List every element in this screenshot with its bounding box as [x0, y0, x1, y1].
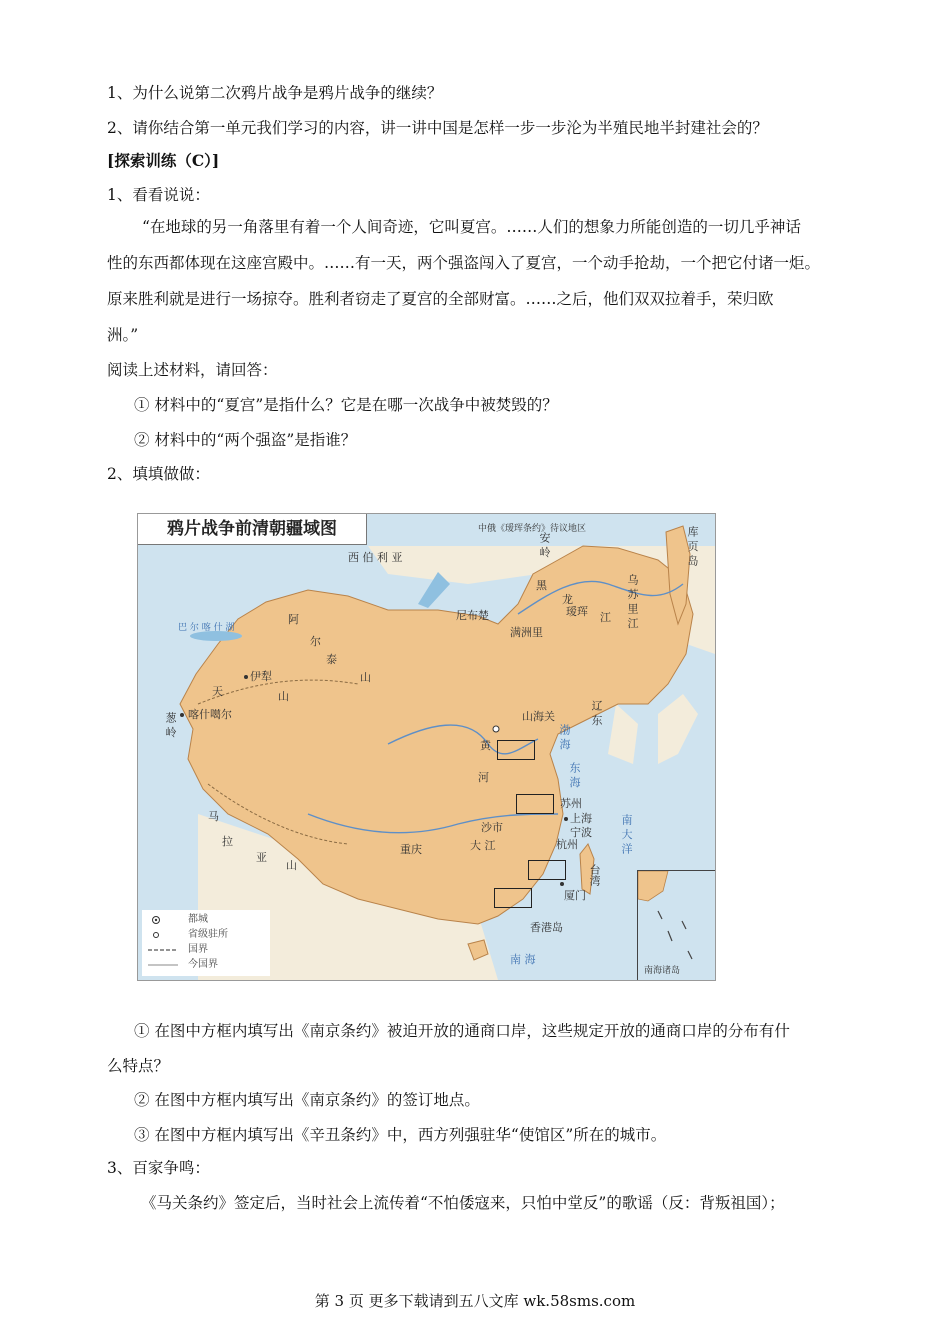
legend-capital [148, 914, 208, 926]
label-heilong-1: 黑 [536, 579, 547, 592]
map-question-1-line-1: ① 在图中方框内填写出《南京条约》被迫开放的通商口岸，这些规定开放的通商口岸的分布有什 [134, 1022, 790, 1040]
capital-dot [493, 726, 499, 732]
label-hangzhou: 杭州 [556, 838, 578, 851]
item-1-title: 1、看看说说： [107, 186, 210, 204]
label-altai-3: 泰 [326, 653, 337, 666]
label-ningbo: 宁波 [570, 826, 592, 839]
label-shanhaiguan: 山海关 [522, 710, 555, 723]
question-2: 2、请你结合第一单元我们学习的内容，讲一讲中国是怎样一步一步沦为半殖民地半封建社会的？ [107, 119, 768, 137]
label-xiamen: 厦门 [564, 889, 586, 902]
label-tianshan-2: 山 [278, 690, 289, 703]
label-balkhash: 巴 尔 喀 什 湖 [178, 623, 235, 633]
yili-dot [244, 675, 248, 679]
label-chongqing: 重庆 [400, 843, 422, 856]
legend-today-border-label: 今国界 [188, 959, 218, 970]
label-himalaya-2: 拉 [222, 835, 233, 848]
label-yili: 伊犁 [250, 670, 272, 683]
label-altai-2: 尔 [310, 635, 321, 648]
map-question-1-line-2: 么特点？ [107, 1057, 170, 1075]
label-river-jiang: 大 江 [470, 839, 496, 852]
south-sea-inset [637, 870, 715, 980]
label-hongkong: 香港岛 [530, 921, 563, 934]
label-kashgar: 喀什噶尔 [188, 708, 232, 721]
qing-territory-map [137, 513, 716, 981]
label-manzhouli: 满洲里 [510, 626, 543, 639]
label-wusuli: 乌 苏 里 江 [626, 574, 639, 629]
item-3-text: 《马关条约》签定后，当时社会上流传着“不怕倭寇来，只怕中堂反”的歌谣（反：背叛祖国）； [141, 1194, 785, 1212]
label-siberia: 西 伯 利 亚 [348, 551, 403, 564]
label-himalaya-3: 亚 [256, 851, 267, 864]
label-east-sea: 东 海 [568, 762, 581, 788]
map-question-3: ③ 在图中方框内填写出《辛丑条约》中，西方列强驻华“使馆区”所在的城市。 [134, 1126, 667, 1144]
question-1: 1、为什么说第二次鸦片战争是鸦片战争的继续？ [107, 84, 443, 102]
capital-symbol-icon [148, 914, 178, 926]
answer-box-3[interactable] [528, 860, 566, 880]
passage-line-4: 洲。” [107, 326, 139, 344]
legend-provincial-label: 省级驻所 [188, 929, 228, 940]
inset-caption: 南海诸岛 [644, 966, 681, 976]
sub-question-2: ② 材料中的“两个强盗”是指谁？ [134, 431, 357, 449]
xiamen-dot [560, 882, 564, 886]
label-shashi: 沙市 [481, 821, 503, 834]
label-south-ocean: 南 大 洋 [620, 814, 633, 854]
item-3-title: 3、百家争鸣： [107, 1159, 210, 1177]
label-south-sea: 南 海 [510, 953, 536, 966]
label-heilong-3: 江 [600, 611, 611, 624]
map-question-2: ② 在图中方框内填写出《南京条约》的签订地点。 [134, 1091, 480, 1109]
legend-capital-label: 都城 [188, 914, 208, 925]
kashgar-dot [180, 713, 184, 717]
label-tianshan-1: 天 [212, 685, 223, 698]
label-river-he: 河 [478, 771, 489, 784]
answer-box-1[interactable] [497, 740, 535, 760]
answer-box-2[interactable] [516, 794, 554, 814]
legend-provincial [148, 929, 228, 941]
label-congling: 葱 岭 [164, 712, 177, 738]
map-title: 鸦片战争前清朝疆域图 [138, 514, 367, 545]
label-nerchinsk: 尼布楚 [456, 609, 489, 622]
read-prompt: 阅读上述材料，请回答： [107, 361, 278, 379]
label-suzhou: 苏州 [560, 797, 582, 810]
map-annotation-top: 中俄《瑷珲条约》待议地区 [478, 524, 587, 534]
label-taiwan: 台湾 [588, 864, 601, 886]
label-kuye: 库 页 岛 [686, 526, 699, 566]
inset-graphic [638, 871, 715, 980]
section-heading-c: [探索训练（C）] [107, 151, 220, 170]
legend-border-label: 国界 [188, 944, 208, 955]
passage-line-1: “在地球的另一角落里有着一个人间奇迹，它叫夏宫。……人们的想象力所能创造的一切几乎神话 [142, 218, 801, 236]
item-2-title: 2、填填做做： [107, 465, 210, 483]
label-bohai: 渤 海 [558, 724, 571, 750]
passage-line-2: 性的东西都体现在这座宫殿中。……有一天，两个强盗闯入了夏宫，一个动手抢劫，一个把它付诸一炬。 [107, 254, 821, 272]
label-altai-4: 山 [360, 671, 371, 684]
label-liaodong: 辽 东 [590, 700, 603, 726]
today-border-symbol-icon [148, 959, 178, 971]
label-yellow-river: 黄 [480, 739, 491, 752]
label-himalaya-1: 马 [208, 810, 219, 823]
label-altai-1: 阿 [288, 613, 299, 626]
label-heilong-2: 龙 [562, 593, 573, 606]
answer-box-4[interactable] [494, 888, 532, 908]
label-himalaya-4: 山 [286, 859, 297, 872]
sub-question-1: ① 材料中的“夏宫”是指什么？它是在哪一次战争中被焚毁的？ [134, 396, 558, 414]
label-aihui: 瑷珲 [566, 605, 588, 618]
legend-today-border [148, 959, 218, 971]
passage-line-3: 原来胜利就是进行一场掠夺。胜利者窃走了夏宫的全部财富。……之后，他们双双拉着手，荣归欧 [107, 290, 774, 308]
shanghai-dot [564, 817, 568, 821]
legend-border [148, 944, 208, 956]
provincial-symbol-icon [148, 929, 178, 941]
label-anling: 安 岭 [538, 532, 551, 558]
label-shanghai: 上海 [570, 812, 592, 825]
page-footer: 第 3 页 更多下载请到五八文库 wk.58sms.com [314, 1292, 636, 1310]
map-legend [142, 910, 270, 976]
border-symbol-icon [148, 944, 178, 956]
